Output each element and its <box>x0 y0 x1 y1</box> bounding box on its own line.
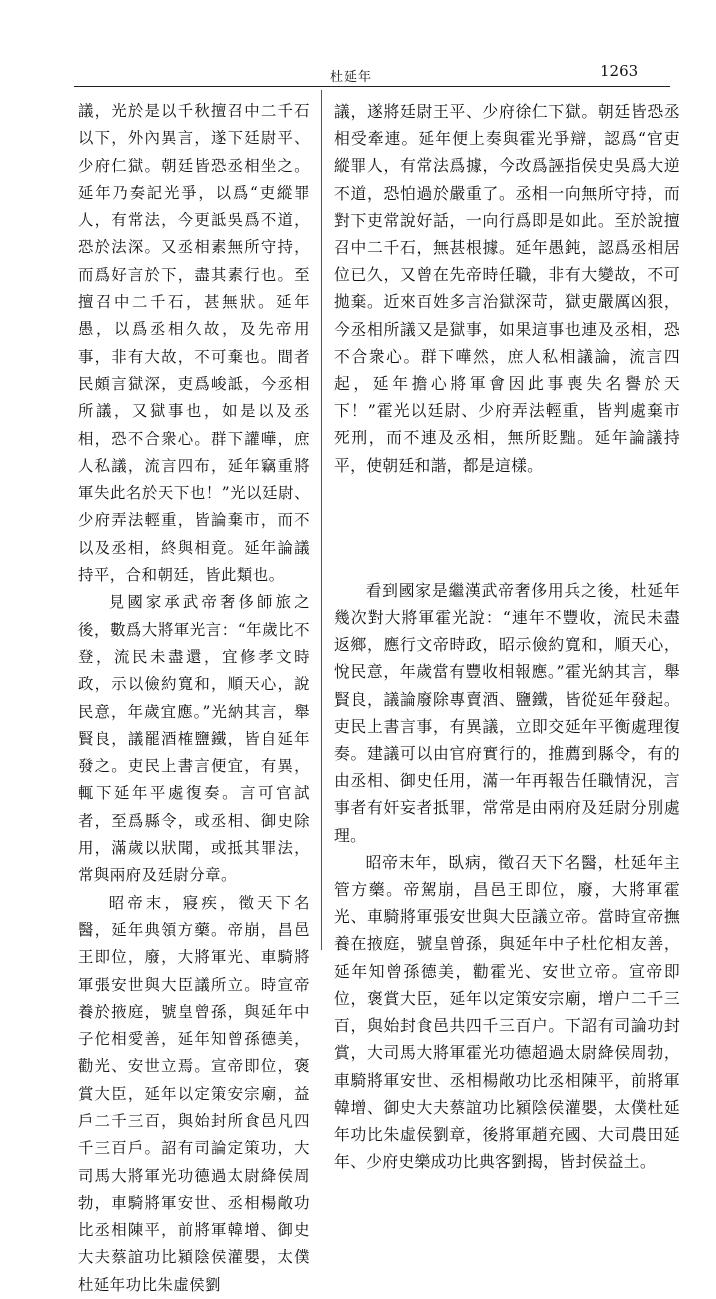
header-rule <box>74 86 670 87</box>
column-divider <box>321 90 322 950</box>
classical-text-column <box>78 98 310 1299</box>
classical-paragraph-1: 議，光於是以千秋擅召中二千石以下，外內異言，遂下廷尉平、少府仁獄。朝廷皆恐丞相坐之。延年乃奏記光爭，以爲“吏縱罪人，有常法，今更詆吳爲不道，恐於法深。又丞相素無所守持，而爲好言於下，盡其素行也。至擅召中二千石，甚無狀。延年愚，以爲丞相久故，及先帝用事，非有大故，不可棄也。間者民頗言獄深，吏爲峻詆，今丞相所議，又獄事也，如是以及丞相，恐不合衆心。群下讙嘩，庶人私議，流言四布，延年竊重將軍失此名於天下也！”光以廷尉、少府弄法輕重，皆論棄市，而不以及丞相，終與相竟。延年論議持平，合和朝廷，皆此類也。 <box>78 102 310 585</box>
classical-paragraph-3: 昭帝末，寢疾，徵天下名醫，延年典領方藥。帝崩，昌邑王即位，廢，大將軍光、車騎將軍張安世與大臣議所立。時宣帝養於掖庭，號皇曾孫，與延年中子佗相愛善，延年知曾孫德美，勸光、安世立焉。宣帝即位，褒賞大臣，延年以定策安宗廟，益戶二千三百，與始封所食邑凡四千三百戶。詔有司論定策功，大司馬大將軍光功德過太尉絳侯周勃，車騎將軍安世、丞相楊敞功比丞相陳平，前將軍韓增、御史大夫蔡誼功比潁陰侯灌嬰，太僕杜延年功比朱虛侯劉 <box>78 893 310 1294</box>
translation-paragraph-2: 看到國家是繼漢武帝奢侈用兵之後，杜延年幾次對大將軍霍光說：“連年不豐收，流民未盡返鄉，應行文帝時政，昭示儉約寬和，順天心，悅民意，年歲當有豐收相報應。”霍光納其言，舉賢良，議論廢除專賣酒、鹽鐵，皆從延年發起。吏民上書言事，有異議，立即交延年平衡處理復奏。建議可以由官府實行的，推薦到縣令，有的由丞相、御史任用，滿一年再報告任職情況，言事者有奸妄者抵罪，常常是由兩府及廷尉分別處理。 <box>334 580 680 845</box>
running-head: 杜延年 <box>330 70 373 85</box>
translation-paragraph-3: 昭帝末年，臥病，徵召天下名醫，杜延年主管方藥。帝駕崩，昌邑王即位，廢，大將軍霍光、車騎將軍張安世與大臣議立帝。當時宣帝撫養在掖庭，號皇曾孫，與延年中子杜佗相友善，延年知曾孫德美，勸霍光、安世立帝。宣帝即位，褒賞大臣，延年以定策安宗廟，增户二千三百，與始封食邑共四千三百户。下詔有司論功封賞，大司馬大將軍霍光功德超過太尉絳侯周勃，車騎將軍安世、丞相楊敞功比丞相陳平，前將軍韓增、御史大夫蔡誼功比潁陰侯灌嬰，太僕杜延年功比朱虛侯劉章，後將軍趙充國、大司農田延年、少府史樂成功比典客劉揭，皆封侯益土。 <box>334 852 680 1172</box>
page-header <box>0 58 716 88</box>
classical-paragraph-2: 見國家承武帝奢侈師旅之後，數爲大將軍光言：“年歲比不登，流民未盡還，宜修孝文時政，示以儉約寬和，順天心，說民意，年歲宜應。”光納其言，舉賢良，議罷酒榷鹽鐵，皆自延年發之。吏民上書言便宜，有異，輒下延年平處復奏。言可官試者，至爲縣令，或丞相、御史除用，滿歲以狀聞，或抵其罪法，常與兩府及廷尉分章。 <box>78 593 310 885</box>
translation-paragraph-1: 議，遂將廷尉王平、少府徐仁下獄。朝廷皆恐丞相受牽連。延年便上奏與霍光爭辯，認爲“官吏縱罪人，有常法爲據，今改爲誣指侯史吳爲大逆不道，恐怕過於嚴重了。丞相一向無所守持，而對下吏常說好話，一向行爲即是如此。至於說擅召中二千石，無甚根據。延年愚鈍，認爲丞相居位已久，又曾在先帝時任職，非有大變故，不可拋棄。近來百姓多言治獄深苛，獄吏嚴厲凶狠，今丞相所議又是獄事，如果這事也連及丞相，恐不合衆心。群下嘩然，庶人私相議論，流言四起，延年擔心將軍會因此事喪失名譽於天下！”霍光以廷尉、少府弄法輕重，皆判處棄市死刑，而不連及丞相，無所貶黜。延年論議持平，使朝廷和諧，都是這樣。 <box>334 102 680 475</box>
page-number: 1263 <box>600 62 639 80</box>
translation-column <box>334 98 680 1175</box>
